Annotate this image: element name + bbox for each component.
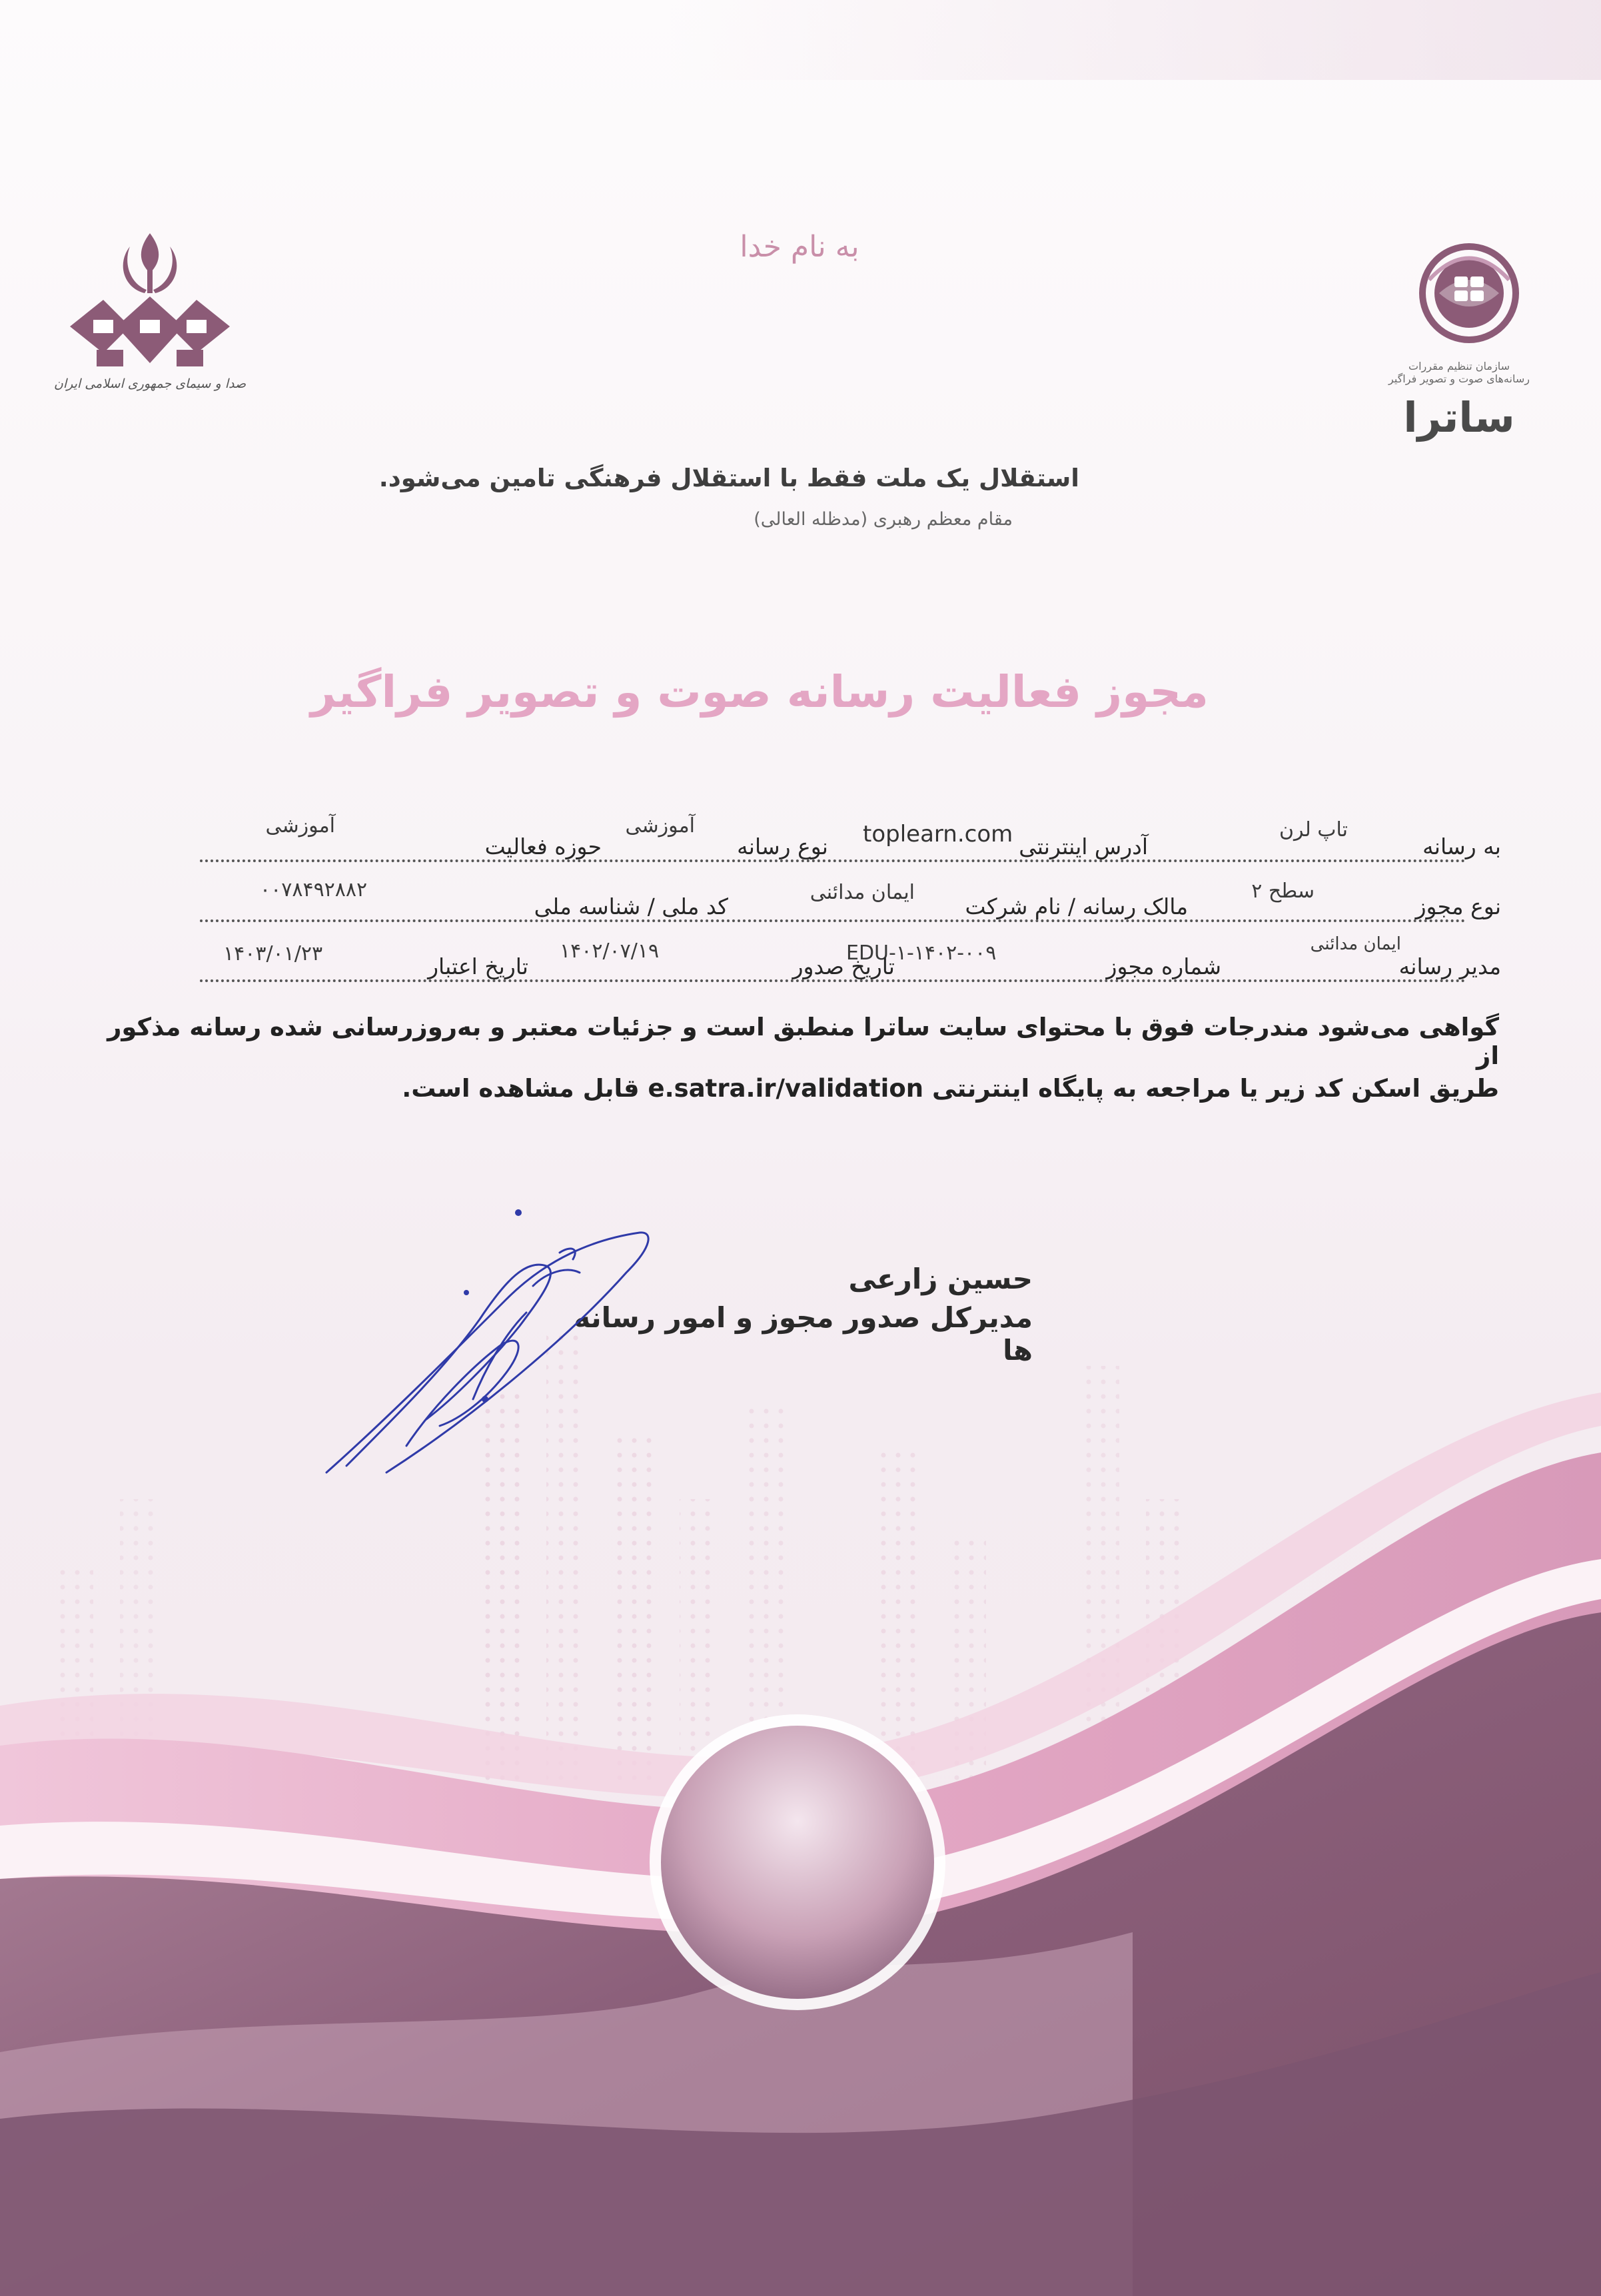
issue-date-value: ۱۴۰۲/۰۷/۱۹ (560, 939, 660, 963)
satra-subtitle (1366, 360, 1552, 385)
media-type-label: نوع رسانه (737, 834, 828, 860)
activity-value: آموزشی (265, 814, 335, 838)
row2-dotted-line (200, 919, 1466, 922)
row3-dotted-line (200, 979, 1466, 982)
owner-label: مالک رسانه / نام شرکت (965, 893, 1188, 919)
certification-line1: گواهی می‌شود مندرجات فوق با محتوای سایت ساترا منطبق است و جزئیات معتبر و به‌روزرسانی شده رسانه مذکور از (107, 1013, 1499, 1070)
address-label: آدرس اینترنتی (1019, 834, 1148, 860)
handwritten-signature (306, 1199, 680, 1492)
quote-source: مقام معظم رهبری (مدظله العالی) (754, 509, 1013, 530)
expiry-label: تاریخ اعتبار (428, 953, 528, 979)
license-type-label: نوع مجوز (1415, 893, 1501, 919)
address-value: toplearn.com (863, 821, 1013, 848)
expiry-value: ۱۴۰۳/۰۱/۲۳ (223, 942, 323, 965)
media-type-value: آموزشی (625, 814, 695, 838)
satra-subtitle-line1: سازمان تنظیم مقررات (1408, 360, 1510, 372)
satra-subtitle-line2: رسانه‌های صوت و تصویر فراگیر (1388, 372, 1530, 385)
national-id-value: ۰۰۷۸۴۹۲۸۸۲ (260, 878, 368, 901)
certification-line2: طریق اسکن کد زیر یا مراجعه به پایگاه اینترنتی e.satra.ir/validation قابل مشاهده است. (402, 1074, 1499, 1103)
national-id-label: کد ملی / شناسه ملی (534, 893, 728, 919)
leader-quote: استقلال یک ملت فقط با استقلال فرهنگی تامین می‌شود. (378, 464, 1079, 492)
satra-name: ساترا (1403, 393, 1515, 442)
bismillah-heading: به نام خدا (740, 230, 859, 264)
media-label: به رسانه (1422, 834, 1501, 860)
issue-date-label: تاریخ صدور (792, 953, 895, 979)
irib-caption: صدا و سیمای جمهوری اسلامی ایران (53, 376, 247, 391)
manager-label: مدیر رسانه (1398, 953, 1501, 979)
signatory-name: حسین زارعی (848, 1263, 1033, 1295)
media-value: تاپ لرن (1279, 818, 1348, 842)
license-type-value: سطح ۲ (1251, 879, 1315, 903)
certificate-title: مجوز فعالیت رسانه صوت و تصویر فراگیر (310, 666, 1209, 718)
license-no-value: EDU-۱-۱۴۰۲-۰۰۹ (846, 941, 997, 965)
row1-dotted-line (200, 860, 1466, 862)
owner-value: ایمان مدائنی (809, 881, 915, 904)
activity-label: حوزه فعالیت (484, 834, 602, 860)
signatory-title: مدیرکل صدور مجوز و امور رسانه ها (574, 1301, 1033, 1367)
license-no-label: شماره مجوز (1106, 953, 1221, 979)
manager-value: ایمان مدائنی (1310, 934, 1401, 954)
